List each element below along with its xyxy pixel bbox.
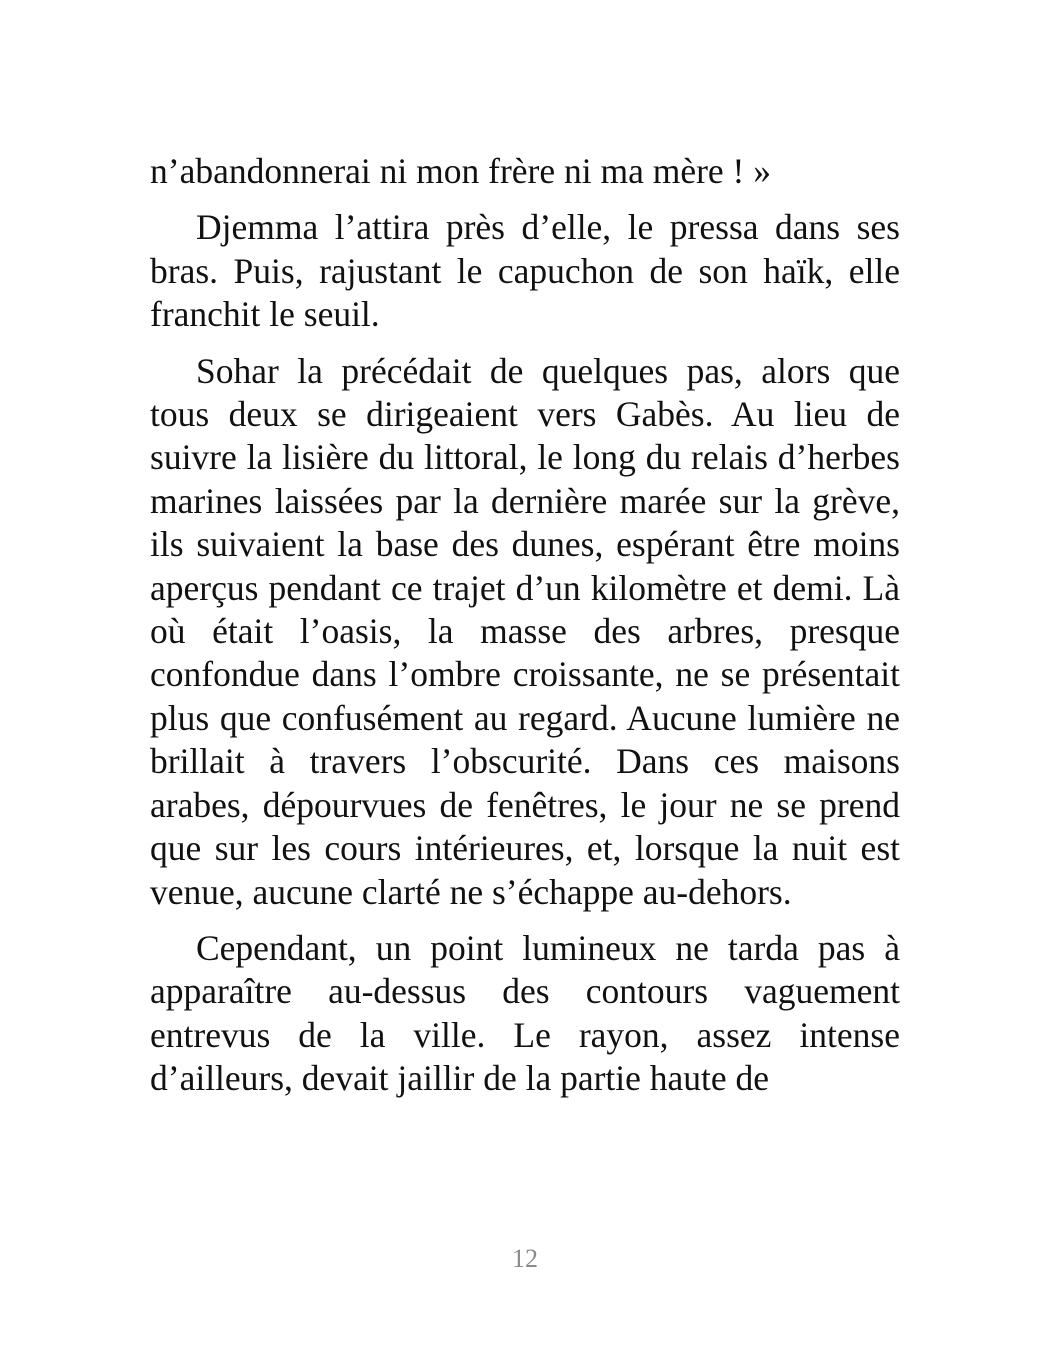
paragraph-continued: n’abandonnerai ni mon frère ni ma mère ! » <box>150 151 771 191</box>
paragraph-cependant: Cependant, un point lumineux ne tarda pas à apparaître au-dessus des contours vaguement entrevus de la ville. Le rayon, assez intense d’ailleurs, devait jaillir de la partie haute de <box>150 927 900 1099</box>
paragraph-djemma: Djemma l’attira près d’elle, le pressa dans ses bras. Puis, rajustant le capuchon de son haïk, elle franchit le seuil. <box>150 207 900 335</box>
paragraph-sohar: Sohar la précédait de quelques pas, alors que tous deux se dirigeaient vers Gabès. Au lieu de suivre la lisière du littoral, le long du relais d’herbes marines laissées par la dernière marée sur la grève, ils suivaient la base des dunes, espérant être moins aperçus pendant ce trajet d’un kilomètre et demi. Là où était l’oasis, la masse des arbres, presque confondue dans l’ombre croissante, ne se présentait plus que confusément au regard. Aucune lumière ne brillait à travers l’obscurité. Dans ces maisons arabes, dépourvues de fenêtres, le jour ne se prend que sur les cours intérieures, et, lorsque la nuit est venue, aucune clarté ne s’échappe au-dehors. <box>150 350 900 912</box>
page-body-text <box>150 150 900 1114</box>
page-number: 12 <box>512 1244 538 1273</box>
